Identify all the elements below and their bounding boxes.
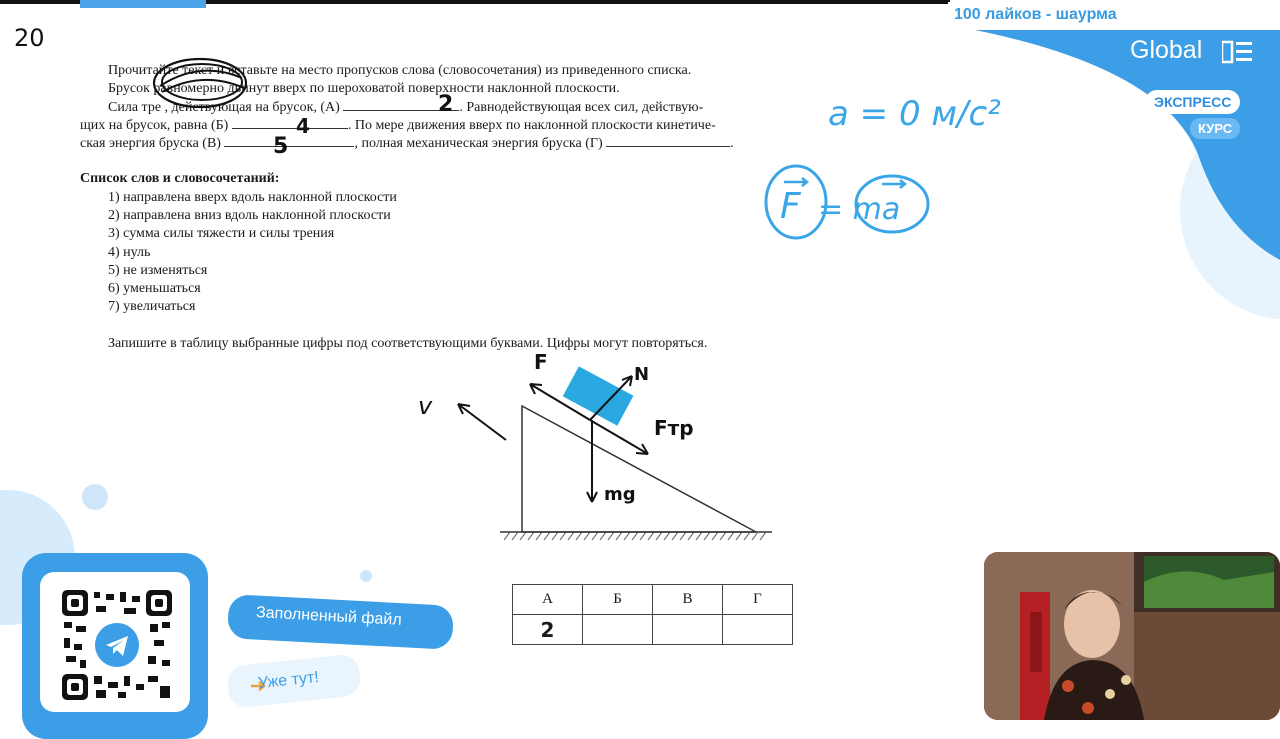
webcam-feed <box>984 552 1280 720</box>
acceleration-note: a = 0 м/с² <box>828 94 1001 134</box>
list-item: 4) нуль <box>108 244 151 260</box>
handwritten-answer-b-bottom: 5 <box>273 134 289 159</box>
table-header-cell: Б <box>583 585 653 615</box>
top-progress-accent <box>80 0 206 8</box>
brand-mark-icon <box>1222 40 1252 64</box>
answer-table <box>512 584 793 645</box>
list-item: 2) направлена вниз вдоль наклонной плоскости <box>108 208 391 224</box>
scribble-annotation <box>150 52 254 114</box>
task-line-4-start: щих на брусок, равна (Б) <box>80 118 229 133</box>
table-answer-cell <box>653 615 723 645</box>
brand-logo-text: Global <box>1130 36 1203 64</box>
table-row <box>513 615 793 645</box>
word-list <box>108 189 397 316</box>
handwritten-answer-b-top: 4 <box>296 114 310 138</box>
task-line-4 <box>80 116 716 135</box>
course-badge: КУРС <box>1190 118 1240 139</box>
task-line-3-start: Сила тре , действующая на брусок, (А) <box>108 100 340 115</box>
list-item: 7) увеличаться <box>108 299 196 315</box>
table-answer-cell: 2 <box>513 615 583 645</box>
incline-diagram <box>400 340 780 550</box>
task-line-4-end: . По мере движения вверх по наклонной плоскости кинетиче- <box>347 118 716 133</box>
instruction-text: Запишите в таблицу выбранные цифры под соответствующими буквами. Цифры могут повторяться. <box>108 336 708 351</box>
table-answer-cell <box>583 615 653 645</box>
list-item: 1) направлена вверх вдоль наклонной плоскости <box>108 190 397 205</box>
task-line-1: Прочитайте текст и вставьте на место пропусков слова (словосочетания) из приведенного списка. <box>108 63 692 78</box>
blank-g <box>606 134 730 147</box>
incline-wedge <box>522 406 756 532</box>
blank-v <box>224 134 354 147</box>
list-item: 5) не изменяться <box>108 262 208 278</box>
handwritten-answer-a: 2 <box>438 92 454 117</box>
table-header-row <box>513 585 793 615</box>
newton-force: F <box>780 186 801 227</box>
list-item: 6) уменьшаться <box>108 281 201 297</box>
table-header-cell: А <box>513 585 583 615</box>
newton-equation: = ma <box>818 192 901 227</box>
already-here-label: Уже тут! <box>257 668 320 693</box>
task-line-2: Брусок равномерно двинут вверх по шероховатой поверхности наклонной плоскости. <box>108 81 620 96</box>
label-gravity: mg <box>604 484 636 505</box>
blank-b <box>232 116 348 129</box>
filled-file-label: Заполненный файл <box>255 604 403 629</box>
express-badge: ЭКСПРЕСС <box>1145 90 1240 114</box>
table-header-cell: В <box>653 585 723 615</box>
label-normal: N <box>634 364 650 385</box>
task-line-5: ская энергия бруска (В) , полная механическая энергия бруска (Г) . <box>80 136 734 151</box>
word-list-title: Список слов и словосочетаний: <box>80 171 280 186</box>
task-line-5-end: , полная механическая энергия бруска (Г) <box>354 136 603 151</box>
telegram-qr-code[interactable] <box>62 590 172 700</box>
table-header-cell: Г <box>723 585 793 615</box>
table-answer-cell <box>723 615 793 645</box>
list-item: 3) сумма силы тяжести и силы трения <box>108 226 335 242</box>
task-number: 20 <box>14 24 45 52</box>
task-line-3-end: . Равнодействующая всех сил, действую- <box>459 100 704 115</box>
label-friction: Fтр <box>654 416 694 440</box>
webcam-scene <box>984 552 1280 720</box>
ground-hatching <box>500 532 772 540</box>
banner-text: 100 лайков - шаурма <box>954 6 1117 23</box>
label-velocity: v <box>418 392 433 420</box>
task-line-5-start: ская энергия бруска (В) <box>80 136 221 151</box>
block <box>563 366 634 425</box>
label-force-f: F <box>534 350 548 374</box>
